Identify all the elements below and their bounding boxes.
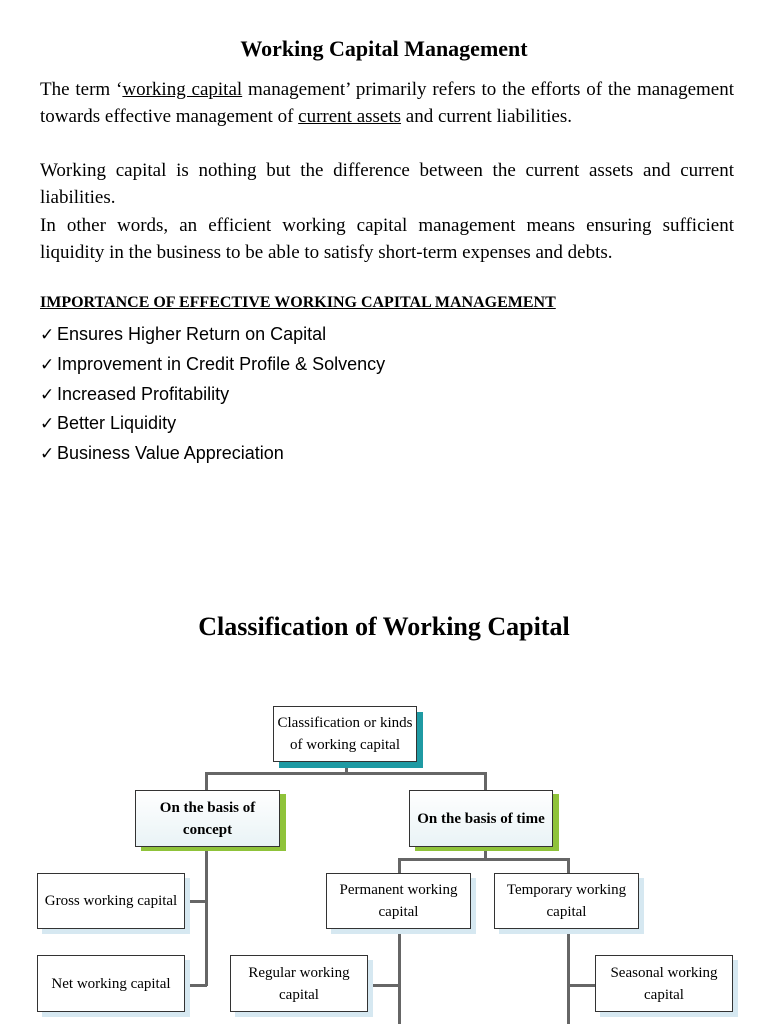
classification-title: Classification of Working Capital [198, 612, 570, 641]
checkmark-icon: ✓ [40, 384, 55, 404]
connector-line [398, 858, 401, 874]
connector-line [567, 984, 595, 987]
node-concept: On the basis of concept [135, 790, 280, 847]
connector-line [205, 772, 208, 790]
list-item-label: Increased Profitability [57, 383, 230, 404]
list-item-label: Better Liquidity [57, 413, 177, 434]
node-time: On the basis of time [409, 790, 553, 847]
node-temporary: Temporary working capital [494, 873, 639, 929]
checkmark-icon: ✓ [40, 325, 55, 344]
node-root: Classification or kinds of working capital [273, 706, 417, 762]
node-net: Net working capital [37, 955, 185, 1012]
paragraph-text: management’ primarily refers to the efforts of the management towards effective management of [40, 79, 735, 127]
paragraph-difference: Working capital is nothing but the difference between the current assets and current liabilities. [40, 160, 734, 208]
connector-line [398, 858, 570, 861]
list-item-label: Improvement in Credit Profile & Solvency [57, 353, 386, 374]
list-item-label: Business Value Appreciation [57, 443, 284, 464]
paragraph-text: The term ‘ [40, 79, 123, 100]
connector-line [398, 928, 401, 1024]
node-seasonal: Seasonal working capital [595, 955, 733, 1012]
connector-line [205, 772, 487, 775]
checkmark-icon: ✓ [40, 444, 55, 464]
node-permanent: Permanent working capital [326, 873, 471, 929]
node-gross: Gross working capital [37, 873, 185, 929]
link-current-assets[interactable]: current assets [298, 106, 402, 127]
page-title: Working Capital Management [240, 36, 528, 61]
connector-line [185, 984, 207, 987]
connector-line [185, 900, 207, 903]
paragraph-liquidity: In other words, an efficient working capital management means ensuring sufficient liquidity in the business to be able to satisfy short-term expenses and debts. [40, 215, 734, 263]
importance-heading: IMPORTANCE OF EFFECTIVE WORKING CAPITAL MANAGEMENT [40, 294, 556, 311]
link-working-capital[interactable]: working capital [122, 79, 243, 100]
checkmark-icon: ✓ [40, 414, 55, 434]
checkmark-icon: ✓ [40, 354, 55, 374]
connector-line [205, 846, 208, 986]
paragraph-text: and current liabilities. [401, 106, 572, 127]
node-regular: Regular working capital [230, 955, 368, 1012]
connector-line [567, 928, 570, 1024]
list-item-label: Ensures Higher Return on Capital [57, 324, 327, 344]
connector-line [567, 858, 570, 874]
connector-line [484, 772, 487, 790]
connector-line [368, 984, 400, 987]
